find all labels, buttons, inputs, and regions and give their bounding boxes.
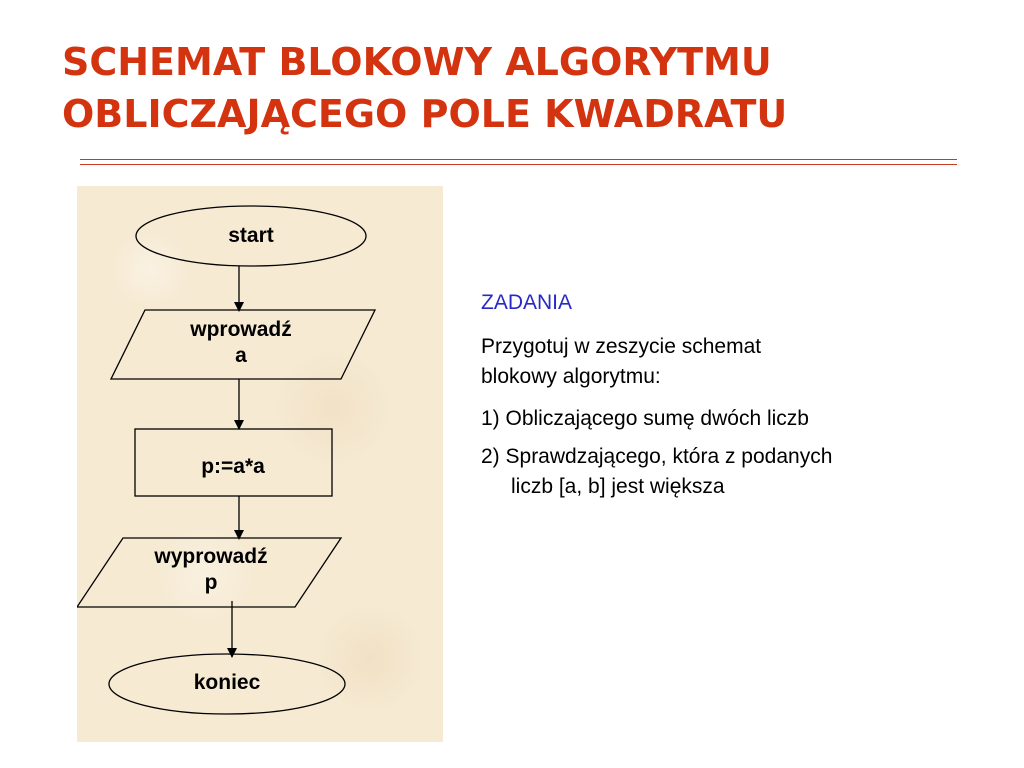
page-title-line-1: SCHEMAT BLOKOWY ALGORYTMU: [62, 40, 772, 84]
task-item-2: [481, 442, 981, 502]
tasks-intro-line-1: Przygotuj w zeszycie schemat: [481, 335, 762, 358]
page-title-line-2: OBLICZAJĄCEGO POLE KWADRATU: [62, 92, 788, 136]
task-item-2-line-2: liczb [a, b] jest większa: [511, 475, 725, 498]
tasks-section: [481, 288, 981, 510]
task-item-2-line-1: 2) Sprawdzającego, która z podanych: [481, 445, 833, 468]
title-divider-bottom: [80, 164, 957, 165]
tasks-intro-line-2: blokowy algorytmu:: [481, 365, 661, 388]
page-title: [62, 36, 982, 140]
flowchart-panel: [77, 186, 443, 742]
tasks-intro: [481, 332, 981, 392]
output-label-line-1: wyprowadź: [154, 545, 268, 568]
output-label: [111, 544, 311, 596]
title-divider-top: [80, 159, 957, 160]
end-label: koniec: [193, 671, 261, 694]
start-label: start: [228, 224, 274, 247]
task-item-1: 1) Obliczającego sumę dwóch liczb: [481, 407, 809, 430]
tasks-heading: ZADANIA: [481, 291, 573, 314]
input-label-line-2: a: [235, 344, 247, 367]
input-label-line-1: wprowadź: [190, 318, 292, 341]
process-label: p:=a*a: [201, 455, 265, 478]
input-label: [141, 317, 341, 369]
output-label-line-2: p: [204, 571, 218, 594]
